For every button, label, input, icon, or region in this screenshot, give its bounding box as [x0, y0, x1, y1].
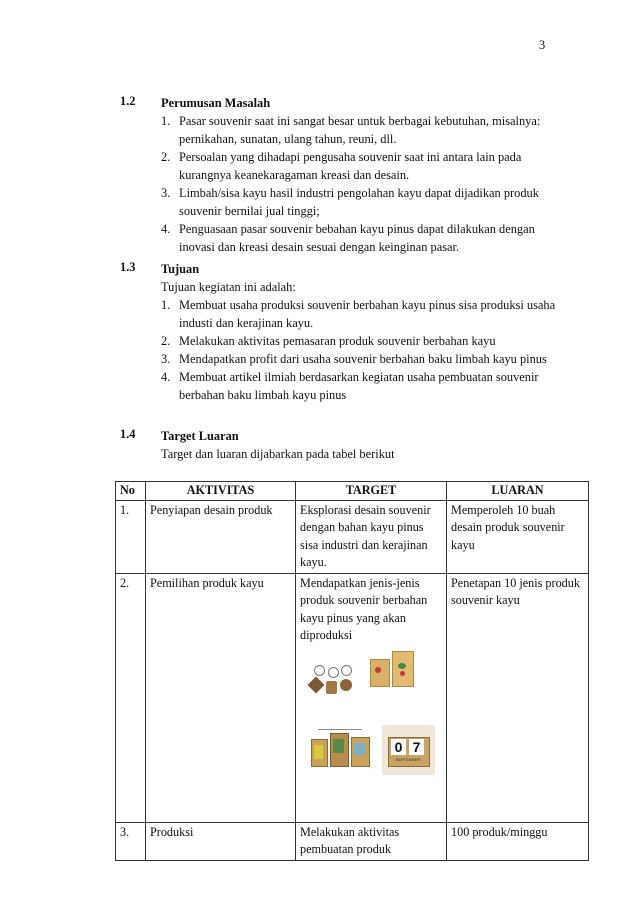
- header-target: TARGET: [296, 482, 447, 501]
- cell-target: [296, 573, 447, 822]
- list-item: [161, 148, 561, 184]
- list-text: Pasar souvenir saat ini sangat besar untuk berbagai kebutuhan, misalnya: pernikahan, sunatan, ulang tahun, reuni, dll.: [179, 114, 541, 146]
- table-row: [116, 500, 589, 573]
- section-title: Tujuan: [161, 262, 200, 276]
- problem-list: [161, 112, 561, 256]
- list-number: 3.: [161, 186, 171, 200]
- list-text: Membuat usaha produksi souvenir berbahan kayu pinus sisa produksi usaha industi dan kerajinan kayu.: [179, 298, 556, 330]
- section-title: Target Luaran: [161, 429, 239, 443]
- list-text: Mendapatkan profit dari usaha souvenir berbahan baku limbah kayu pinus: [179, 352, 547, 366]
- table-row: [116, 573, 589, 822]
- cell-aktivitas: Penyiapan desain produk: [146, 500, 296, 573]
- page-number: 3: [539, 38, 546, 52]
- table-header-row: [116, 482, 589, 501]
- list-number: 3.: [161, 352, 171, 366]
- cell-no: 3.: [116, 822, 146, 860]
- list-item: [161, 184, 561, 220]
- target-luaran-table: [115, 481, 589, 861]
- list-item: [161, 350, 561, 368]
- list-item: [161, 296, 561, 332]
- wooden-box-photo: [366, 649, 418, 695]
- cell-no: 2.: [116, 573, 146, 822]
- cell-target-text: Mendapatkan jenis-jenis produk souvenir berbahan kayu pinus yang akan diproduksi: [300, 575, 428, 642]
- cell-luaran: Memperoleh 10 buah desain produk souvenir kayu: [447, 500, 589, 573]
- section-number: 1.3: [120, 260, 136, 274]
- list-item: [161, 332, 561, 350]
- list-number: 4.: [161, 370, 171, 384]
- cell-target: Melakukan aktivitas pembuatan produk: [296, 822, 447, 860]
- cell-no: 1.: [116, 500, 146, 573]
- keychain-photo: [304, 665, 354, 707]
- header-aktivitas: AKTIVITAS: [146, 482, 296, 501]
- list-text: Membuat artikel ilmiah berdasarkan kegiatan usaha pembuatan souvenir berbahan baku limbah kayu pinus: [179, 370, 539, 402]
- frame-keychain-photo: [308, 729, 372, 787]
- calendar-digit: 7: [409, 739, 424, 755]
- list-number: 1.: [161, 298, 171, 312]
- wooden-calendar-photo: [382, 725, 435, 775]
- cell-aktivitas: Pemilihan produk kayu: [146, 573, 296, 822]
- cell-aktivitas: Produksi: [146, 822, 296, 860]
- list-item: [161, 220, 561, 256]
- calendar-digit: 0: [391, 739, 406, 755]
- list-number: 4.: [161, 222, 171, 236]
- list-text: Penguasaan pasar souvenir bebahan kayu pinus dapat dilakukan dengan inovasi dan kreasi desain sesuai dengan keinginan pasar.: [179, 222, 535, 254]
- list-number: 2.: [161, 150, 171, 164]
- cell-target: Eksplorasi desain souvenir dengan bahan kayu pinus sisa industri dan kerajinan kayu.: [296, 500, 447, 573]
- product-photos: [300, 645, 442, 821]
- list-item: [161, 368, 561, 404]
- section-intro: Target dan luaran dijabarkan pada tabel berikut: [161, 447, 395, 461]
- list-number: 2.: [161, 334, 171, 348]
- list-item: [161, 112, 561, 148]
- section-title: Perumusan Masalah: [161, 96, 271, 110]
- section-intro: Tujuan kegiatan ini adalah:: [161, 280, 296, 294]
- list-text: Limbah/sisa kayu hasil industri pengolahan kayu dapat dijadikan produk souvenir bernilai jual tinggi;: [179, 186, 539, 218]
- section-number: 1.4: [120, 427, 136, 441]
- list-text: Persoalan yang dihadapi pengusaha souvenir saat ini antara lain pada kurangnya keanekaragaman kreasi dan desain.: [179, 150, 522, 182]
- cell-luaran: 100 produk/minggu: [447, 822, 589, 860]
- calendar-month: SEPTEMBER: [395, 756, 421, 762]
- header-luaran: LUARAN: [447, 482, 589, 501]
- table-row: [116, 822, 589, 860]
- header-no: No: [116, 482, 146, 501]
- list-text: Melakukan aktivitas pemasaran produk souvenir berbahan kayu: [179, 334, 496, 348]
- goal-list: [161, 296, 561, 404]
- cell-luaran: Penetapan 10 jenis produk souvenir kayu: [447, 573, 589, 822]
- section-number: 1.2: [120, 94, 136, 108]
- list-number: 1.: [161, 114, 171, 128]
